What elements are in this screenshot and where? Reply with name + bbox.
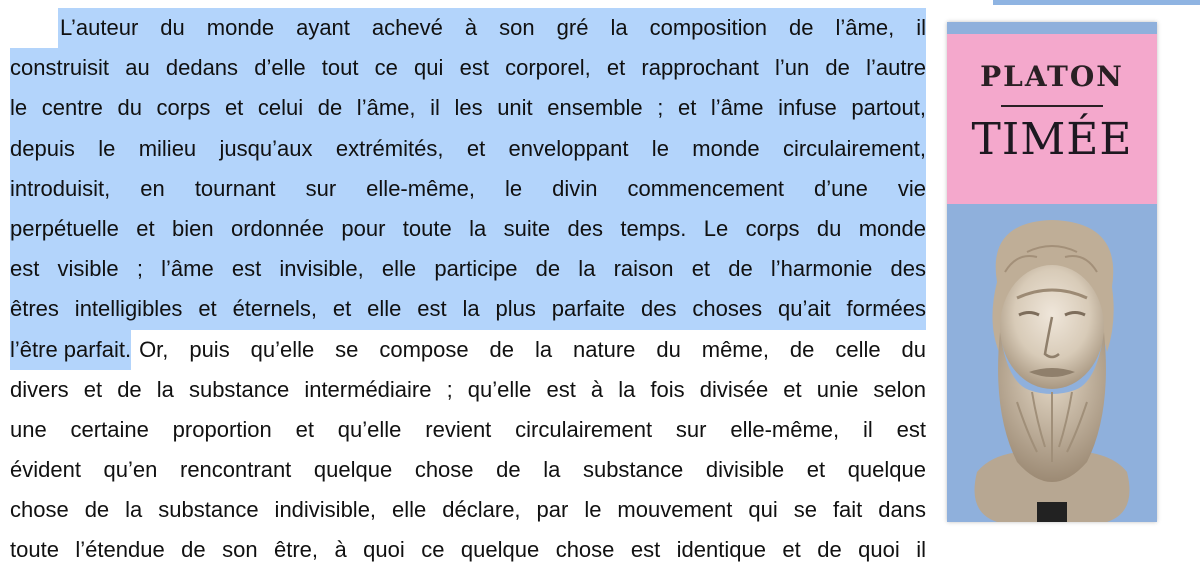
passage-line[interactable]: introduisit, en tournant sur elle-même, le divin commencement d’une vie [10,169,926,209]
passage-line[interactable]: L’auteur du monde ayant achevé à son gré la composition de l’âme, il [10,8,926,48]
passage-line[interactable]: toute l’étendue de son être, à quoi ce quelque chose est identique et de quoi il [10,537,926,563]
passage-line[interactable]: chose de la substance indivisible, elle déclare, par le mouvement qui se fait dans [10,497,926,523]
book-cover[interactable] [947,22,1157,522]
selected-text-end[interactable]: l’être parfait. [10,330,131,370]
passage-line[interactable]: une certaine proportion et qu’elle revient circulairement sur elle-même, il est [10,416,926,442]
passage-text[interactable] [10,8,926,565]
passage-line[interactable]: êtres intelligibles et éternels, et elle est la plus parfaite des choses qu’ait formées [10,289,926,329]
unselected-text-start[interactable]: Or, puis qu’elle se compose de la nature du même, de celle du [139,336,926,362]
top-bar-fragment [993,0,1200,5]
cover-title: TIMÉE [971,114,1133,165]
passage-line[interactable]: construisit au dedans d’elle tout ce qui est corporel, et rapprochant l’un de l’autre [10,48,926,88]
cover-divider [1001,105,1103,107]
passage-line[interactable]: perpétuelle et bien ordonnée pour toute la suite des temps. Le corps du monde [10,209,926,249]
passage-line[interactable]: est visible ; l’âme est invisible, elle participe de la raison et de l’harmonie des [10,249,926,289]
passage-line[interactable]: divers et de la substance intermédiaire ; qu’elle est à la fois divisée et unie selon [10,376,926,402]
passage-line[interactable]: le centre du corps et celui de l’âme, il les unit ensemble ; et l’âme infuse partout, [10,88,926,128]
passage-line-selection-end[interactable] [10,330,926,370]
passage-line[interactable]: depuis le milieu jusqu’aux extrémités, et enveloppant le monde circulairement, [10,129,926,169]
cover-author: PLATON [980,60,1124,93]
passage-line[interactable]: évident qu’en rencontrant quelque chose de la substance divisible et quelque [10,457,926,483]
plato-bust-icon [957,212,1147,522]
